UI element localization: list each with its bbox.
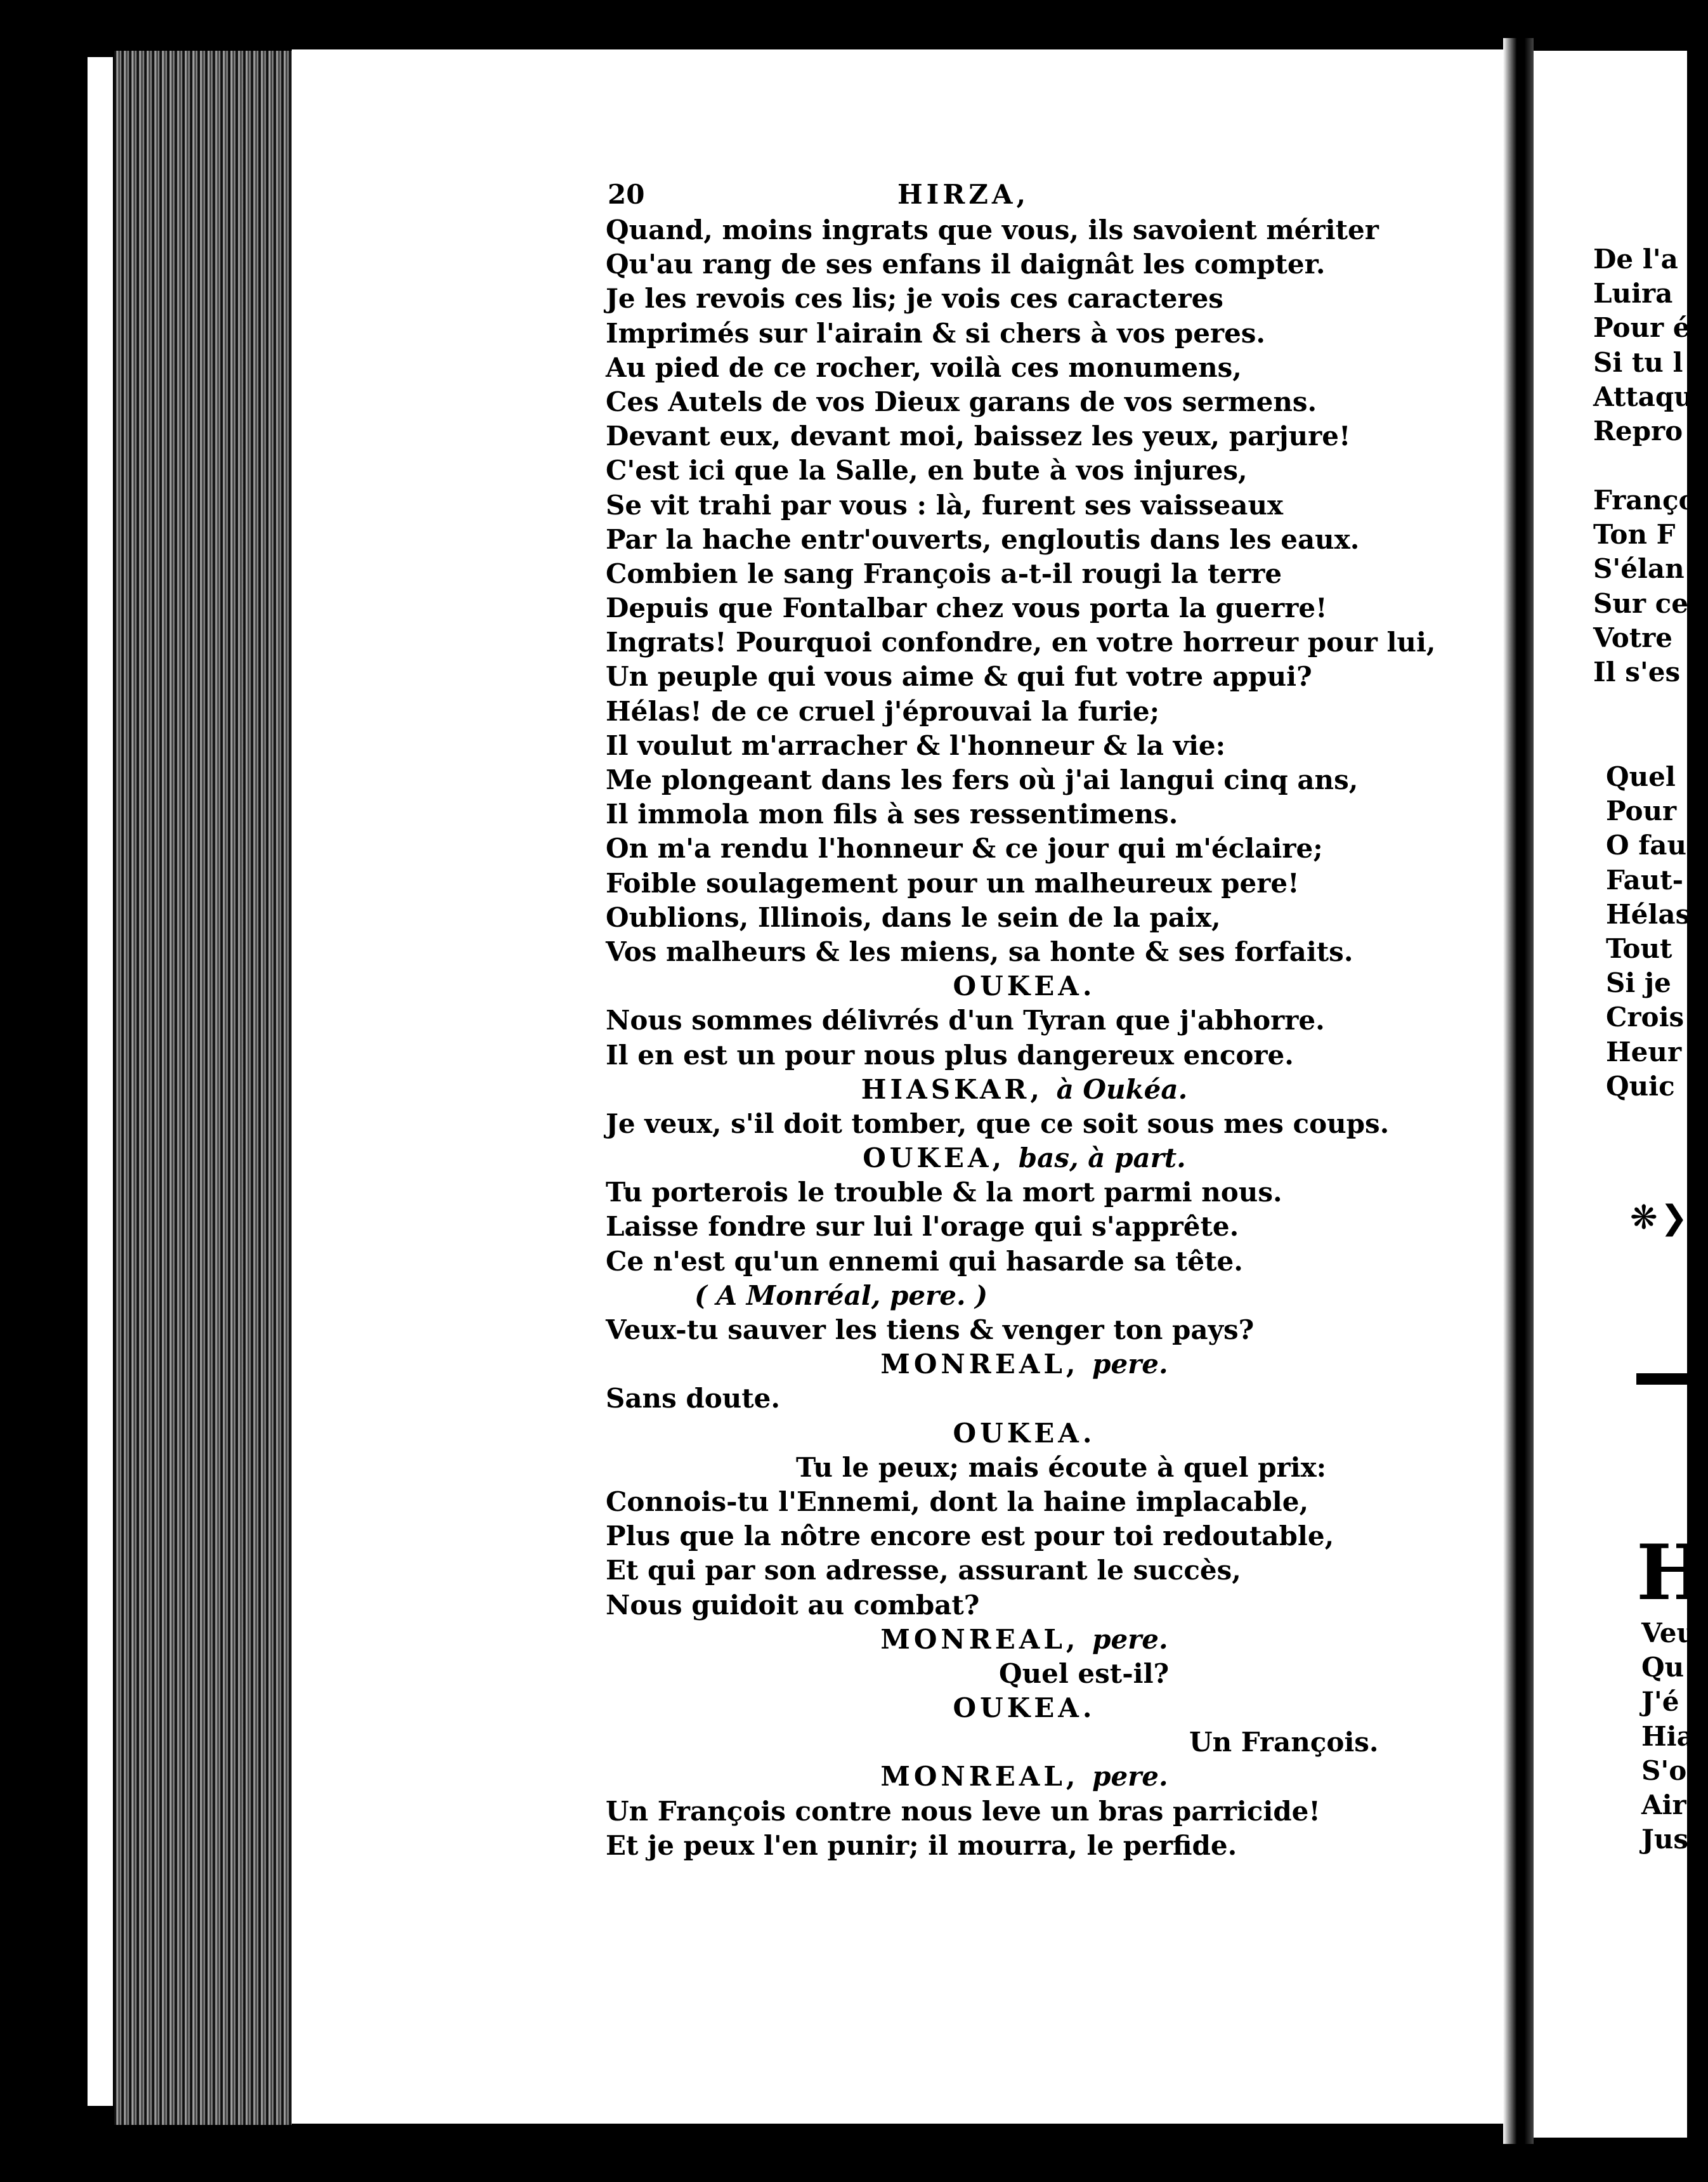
right-page-fragment-line: Jus — [1641, 1824, 1689, 1855]
verse-line: Se vit trahi par vous : là, furent ses vaisseaux — [606, 489, 1284, 521]
verse-line: Ces Autels de vos Dieux garans de vos sermens. — [606, 386, 1317, 417]
verse-line: Imprimés sur l'airain & si chers à vos peres. — [606, 317, 1266, 349]
right-page-fragment-line: O fau — [1606, 830, 1687, 861]
stage-direction: bas, à part. — [1018, 1142, 1186, 1174]
verse-line: Un François contre nous leve un bras parricide! — [606, 1795, 1320, 1827]
right-page-block-4 — [1641, 1616, 1696, 1857]
right-page-fragment-line: S'élan — [1593, 553, 1685, 585]
drop-initial: H — [1636, 1528, 1708, 1617]
book-gutter — [1503, 38, 1534, 2144]
speaker-name: MONREAL, — [880, 1623, 1079, 1655]
verse-line: Il immola mon fils à ses ressentimens. — [606, 799, 1178, 830]
right-page-fragment-line: Ton F — [1593, 519, 1676, 551]
right-page-fragment-line: Si je — [1606, 967, 1671, 999]
verse-line: Vos malheurs & les miens, sa honte & ses forfaits. — [606, 936, 1353, 967]
verse-line: Ce n'est qu'un ennemi qui hasarde sa tête. — [606, 1245, 1243, 1277]
verse-line: Sans doute. — [606, 1383, 781, 1414]
verse-line: Il voulut m'arracher & l'honneur & la vie: — [606, 729, 1226, 761]
right-page-block-2 — [1593, 483, 1697, 689]
right-page-fragment-line: Attaqu — [1593, 381, 1693, 412]
page-number: 20 — [608, 179, 645, 210]
verse-line: Au pied de ce rocher, voilà ces monumens, — [606, 351, 1242, 383]
right-page-fragment-line: Si tu l — [1593, 346, 1683, 378]
verse-line: Et je peux l'en punir; il mourra, le perfide. — [606, 1829, 1237, 1861]
right-page-block-3 — [1606, 760, 1700, 1104]
verse-line: Nous guidoit au combat? — [606, 1589, 980, 1621]
verse-line: Hélas! de ce cruel j'éprouvai la furie; — [606, 695, 1160, 727]
verse-line: Devant eux, devant moi, baissez les yeux, parjure! — [606, 421, 1351, 452]
decorative-rule — [1636, 1373, 1687, 1385]
speaker-name: MONREAL, — [880, 1761, 1079, 1793]
right-page-fragment-line: Qu — [1641, 1652, 1685, 1683]
speaker-name: OUKEA. — [953, 1692, 1096, 1724]
verse-line: Tu porterois le trouble & la mort parmi nous. — [606, 1177, 1282, 1208]
speaker-heading — [606, 1073, 1443, 1107]
stage-direction: pere. — [1092, 1623, 1168, 1655]
verse-line: Plus que la nôtre encore est pour toi redoutable, — [606, 1520, 1334, 1552]
right-page-fragment-line: Sur ce — [1593, 587, 1688, 619]
right-page-fragment-line: Tout — [1606, 932, 1672, 964]
right-page-fragment-line: Franço — [1593, 485, 1697, 516]
right-page-fragment-line: Pour — [1606, 795, 1677, 827]
speaker-heading — [606, 1141, 1443, 1175]
right-page-fragment-line: Luira — [1593, 278, 1673, 310]
verse-line: Il en est un pour nous plus dangereux encore. — [606, 1039, 1294, 1071]
right-page-fragment-line: Quel — [1606, 761, 1676, 792]
verse-line: Depuis que Fontalbar chez vous porta la guerre! — [606, 592, 1327, 624]
verse-line: Veux-tu sauver les tiens & venger ton pays? — [606, 1314, 1255, 1345]
right-page-fragment-line: Hia — [1641, 1720, 1694, 1752]
right-page-fragment-line: Quic — [1606, 1070, 1675, 1102]
verse-line: Oublions, Illinois, dans le sein de la paix, — [606, 901, 1221, 933]
speaker-heading — [606, 1623, 1443, 1657]
stage-direction-line: ( A Monréal, pere. ) — [694, 1279, 988, 1311]
verse-line: Quand, moins ingrats que vous, ils savoient mériter — [606, 214, 1379, 245]
right-page-fragment-line: Votre — [1593, 622, 1672, 653]
right-page-fragment-line: Hélas — [1606, 898, 1691, 930]
verse-line: Qu'au rang de ses enfans il daignât les compter. — [606, 249, 1326, 280]
right-page-fragment-line: Crois — [1606, 1002, 1685, 1033]
verse-line: Nous sommes délivrés d'un Tyran que j'abhorre. — [606, 1005, 1325, 1036]
speaker-heading — [606, 1347, 1443, 1382]
right-page-fragment-line: J'é — [1641, 1686, 1679, 1718]
speaker-name: HIASKAR, — [861, 1073, 1043, 1105]
right-page-fragment-line: Pour é — [1593, 312, 1690, 344]
verse-line: Foible soulagement pour un malheureux pere! — [606, 867, 1300, 899]
speaker-name: OUKEA. — [953, 1417, 1096, 1449]
speaker-heading — [606, 1416, 1443, 1451]
right-page-fragment-line: Air — [1641, 1789, 1686, 1820]
ornament-fleuron: ❋❯ — [1630, 1199, 1691, 1237]
verse-line: Combien le sang François a-t-il rougi la terre — [606, 558, 1282, 589]
stage-direction: pere. — [1092, 1761, 1168, 1793]
verse-line: Tu le peux; mais écoute à quel prix: — [796, 1451, 1327, 1483]
verse-line: Laisse fondre sur lui l'orage qui s'apprête. — [606, 1211, 1239, 1243]
speaker-heading — [606, 1691, 1443, 1725]
speaker-heading — [606, 1760, 1443, 1794]
scan-border-left — [88, 57, 113, 2106]
speaker-name: OUKEA. — [953, 970, 1096, 1002]
verse-line: Un François. — [1189, 1727, 1379, 1758]
stage-direction: pere. — [1092, 1349, 1168, 1380]
right-page-fragment-line: De l'a — [1593, 244, 1678, 275]
speaker-heading — [606, 969, 1443, 1003]
left-page-text — [606, 213, 1443, 1863]
verse-line: Un peuple qui vous aime & qui fut votre appui? — [606, 661, 1312, 693]
verse-line: Me plongeant dans les fers où j'ai langui cinq ans, — [606, 764, 1359, 795]
speaker-name: OUKEA, — [863, 1142, 1006, 1174]
verse-line: Je les revois ces lis; je vois ces caracteres — [606, 283, 1223, 315]
verse-line: Par la hache entr'ouverts, engloutis dans les eaux. — [606, 523, 1360, 555]
verse-line: Ingrats! Pourquoi confondre, en votre horreur pour lui, — [606, 627, 1436, 658]
verse-line: C'est ici que la Salle, en bute à vos injures, — [606, 455, 1248, 487]
book-fore-edge — [114, 51, 292, 2125]
verse-line: On m'a rendu l'honneur & ce jour qui m'éclaire; — [606, 833, 1323, 865]
right-page-fragment-line: Heur — [1606, 1036, 1682, 1068]
right-page-fragment-line: S'o — [1641, 1754, 1687, 1786]
stage-direction: à Oukéa. — [1056, 1073, 1188, 1105]
verse-line: Et qui par son adresse, assurant le succès, — [606, 1555, 1241, 1586]
speaker-name: MONREAL, — [880, 1349, 1079, 1380]
right-page-fragment-line: Il s'es — [1593, 656, 1681, 688]
verse-line: Je veux, s'il doit tomber, que ce soit sous mes coups. — [606, 1107, 1390, 1139]
verse-line: Connois-tu l'Ennemi, dont la haine implacable, — [606, 1486, 1309, 1517]
right-page-fragment-line: Faut- — [1606, 864, 1684, 896]
running-head: HIRZA, — [897, 179, 1030, 210]
right-page-block-1 — [1593, 242, 1693, 448]
verse-line: Quel est-il? — [999, 1657, 1170, 1689]
right-page-fragment-line: Repro — [1593, 415, 1683, 447]
right-page-fragment-line: Veu — [1641, 1617, 1696, 1649]
